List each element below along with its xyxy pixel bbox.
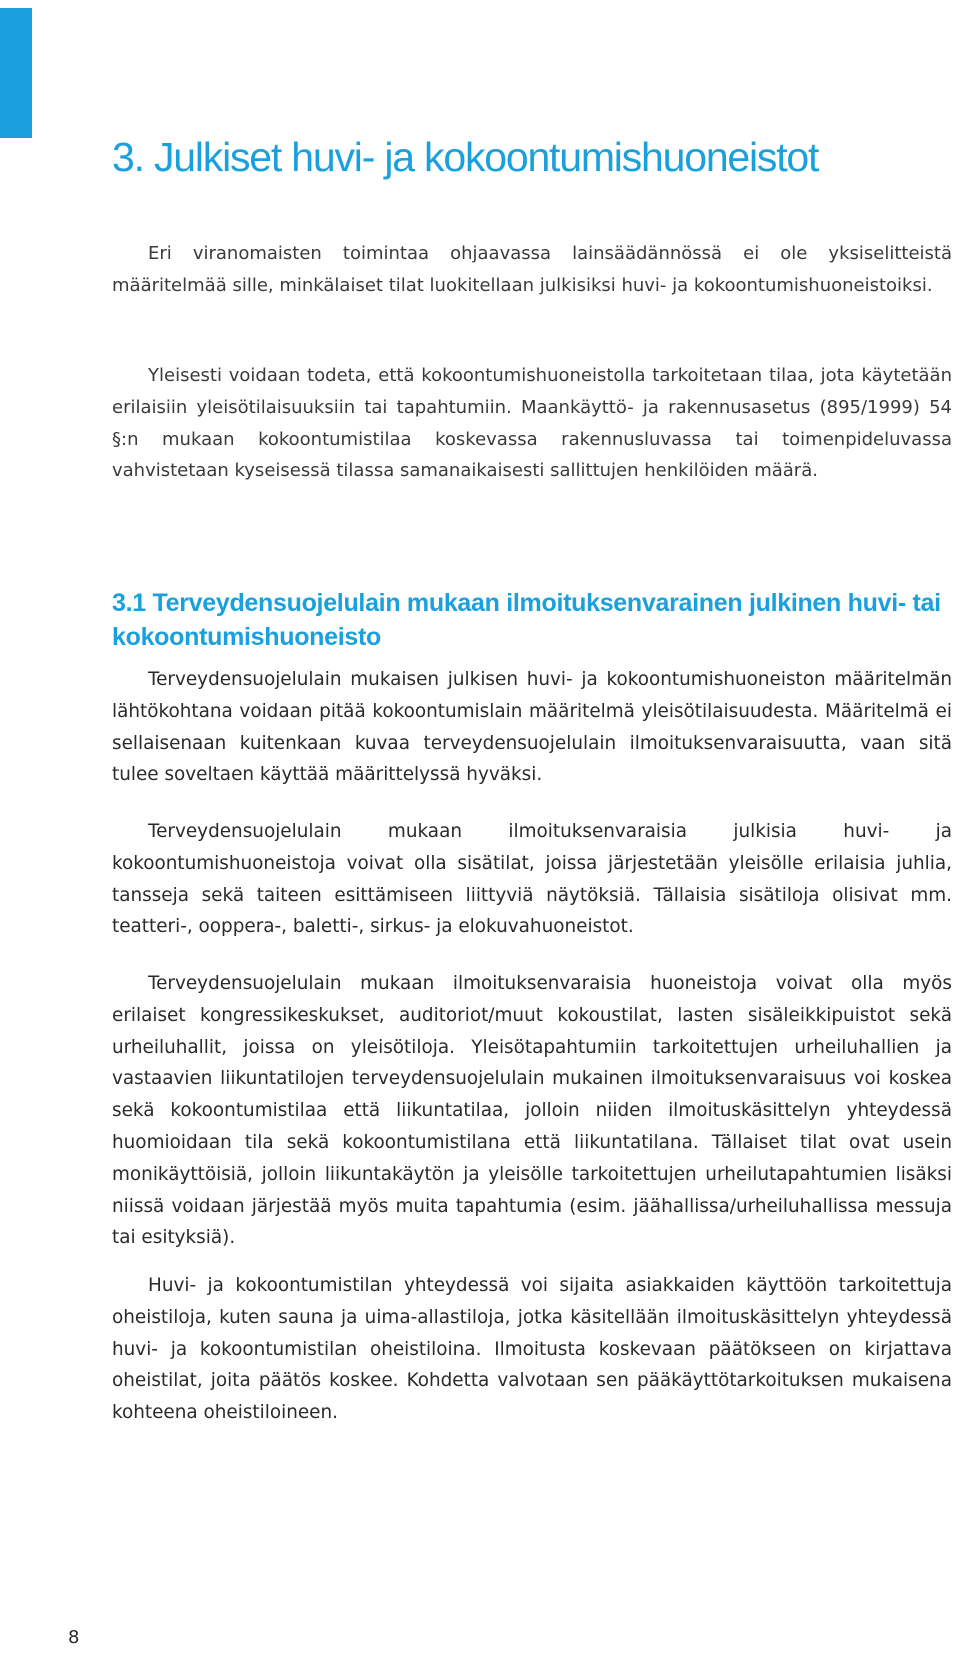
chapter-title: 3. Julkiset huvi- ja kokoontumishuoneistot — [112, 134, 819, 180]
intro-paragraph-1: Eri viranomaisten toimintaa ohjaavassa lainsäädännössä ei ole yksiselitteistä määritelmää sille, minkälaiset tilat luokitellaan julkisiksi huvi- ja kokoontumishuoneistoiksi. — [112, 243, 952, 296]
section-paragraph-4: Huvi- ja kokoontumistilan yhteydessä voi sijaita asiakkaiden käyttöön tarkoitettuja oheistiloja, kuten sauna ja uima-allastiloja, jotka käsitellään ilmoituskäsittelyn yhteydessä huvi- ja kokoontumistilan oheistiloina. Ilmoitusta koskevaan päätökseen on kirjattava oheistilat, joita päätös koskee. Kohdetta valvotaan sen pääkäyttötarkoituksen mukaisena kohteena oheistiloineen. — [112, 1275, 952, 1424]
section-paragraph-3: Terveydensuojelulain mukaan ilmoituksenvaraisia huoneistoja voivat olla myös erilaiset kongressikeskukset, auditoriot/muut kokoustilat, lasten sisäleikkipuistot sekä urheiluhallit, joissa on yleisötiloja. Yleisötapahtumiin tarkoitettujen urheiluhallien ja vastaavien liikuntatilojen terveydensuojelulain mukainen ilmoituksenvaraisuus voi koskea sekä kokoontumistilaa että liikuntatilaa, jolloin niiden ilmoituskäsittelyn yhteydessä huomioidaan tila sekä kokoontumistilana että liikuntatilana. Tällaiset tilat ovat usein monikäyttöisiä, jolloin liikuntakäytön ja yleisölle tarkoitettujen urheilutapahtumien lisäksi niissä voidaan järjestää myös muita tapahtumia (esim. jäähallissa/urheiluhallissa messuja tai esityksiä). — [112, 973, 952, 1249]
section-paragraph-1: Terveydensuojelulain mukaisen julkisen huvi- ja kokoontumishuoneiston määritelmän lähtökohtana voidaan pitää kokoontumislain määritelmä yleisötilaisuudesta. Määritelmä ei sellaisenaan kuitenkaan kuvaa terveydensuojelulain ilmoituksenvaraisuutta, vaan sitä tulee soveltaen käyttää määrittelyssä hyväksi. — [112, 669, 952, 786]
section-paragraph-2: Terveydensuojelulain mukaan ilmoituksenvaraisia julkisia huvi- ja kokoontumishuoneistoja voivat olla sisätilat, joissa järjestetään yleisölle erilaisia juhlia, tansseja sekä taiteen esittämiseen liittyviä näytöksiä. Tällaisia sisätiloja olisivat mm. teatteri-, ooppera-, baletti-, sirkus- ja elokuvahuoneistot. — [112, 821, 952, 938]
intro-paragraph-2: Yleisesti voidaan todeta, että kokoontumishuoneistolla tarkoitetaan tilaa, jota käytetään erilaisiin yleisötilaisuuksiin tai tapahtumiin. Maankäyttö- ja rakennusasetus (895/1999) 54 §:n mukaan kokoontumistilaa koskevassa rakennusluvassa tai toimenpideluvassa vahvistetaan kyseisessä tilassa samanaikaisesti sallittujen henkilöiden määrä. — [112, 365, 952, 482]
page-number: 8 — [68, 1627, 80, 1648]
chapter-accent-bar — [0, 8, 32, 138]
section-heading: 3.1 Terveydensuojelulain mukaan ilmoituksenvarainen julkinen huvi- tai kokoontumishuoneisto — [112, 589, 941, 651]
